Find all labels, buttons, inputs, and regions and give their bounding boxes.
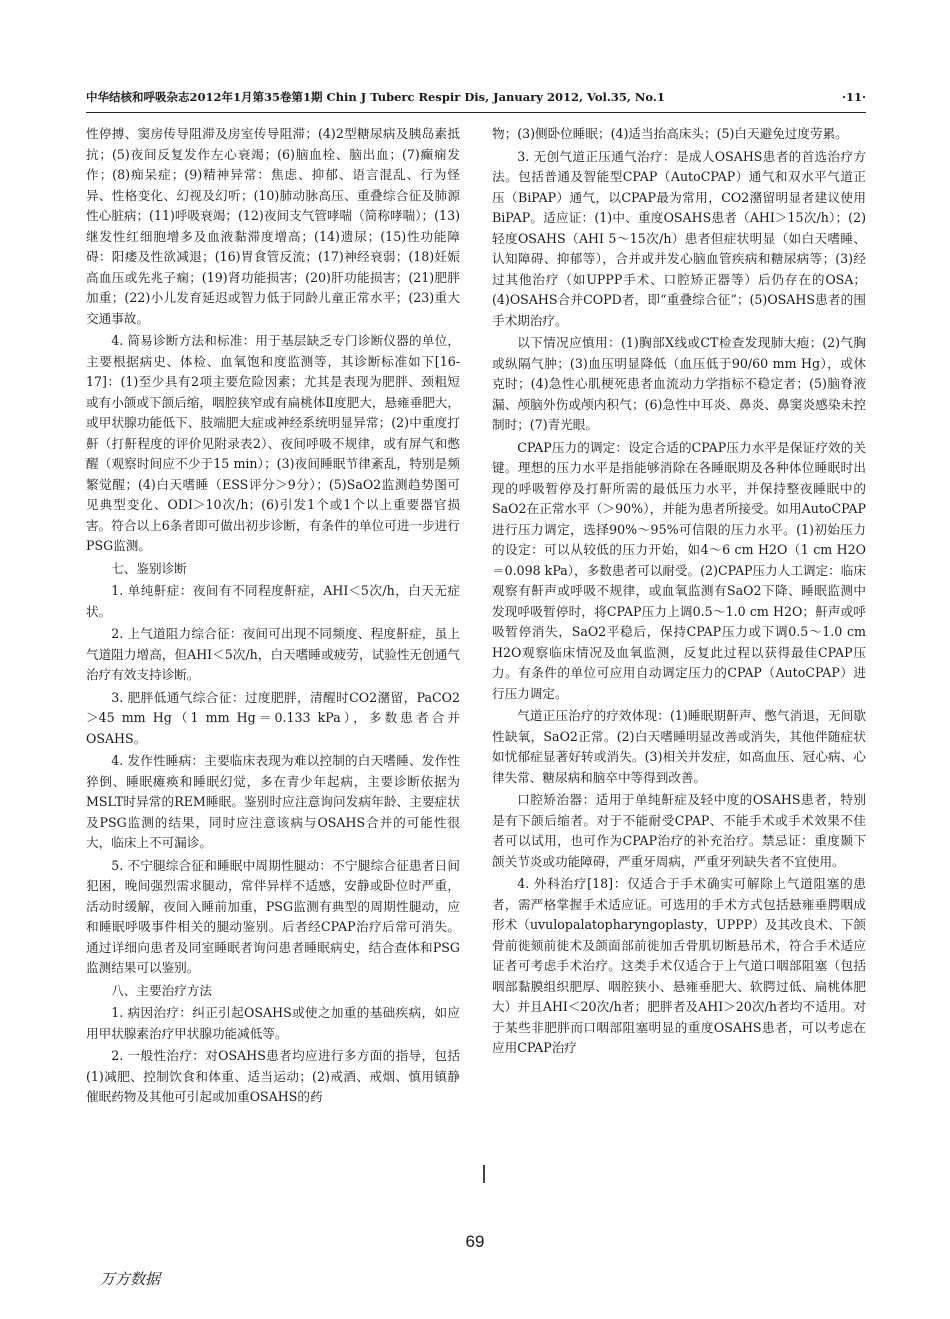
- paragraph: 性停搏、窦房传导阻滞及房室传导阻滞；(4)2型糖尿病及胰岛素抵抗；(5)夜间反复发作左心衰竭；(6)脑血栓、脑出血；(7)癫痫发作；(8)痴呆症；(9)精神异常：焦虑、抑郁、语言混乱、行为怪异、性格变化、幻视及幻听；(10)肺动脉高压、重叠综合征及肺源性心脏病；(11)呼吸衰竭；(12)夜间支气管哮喘（简称哮喘）；(13)继发性红细胞增多及血液黏滞度增高；(14)遗尿；(15)性功能障碍：阳痿及性欲减退；(16)胃食管反流；(17)神经衰弱；(18)妊娠高血压或先兆子痫；(19)肾功能损害；(20)肝功能损害；(21)肥胖加重；(22)小儿发育延迟或智力低于同龄儿童正常水平；(23)重大交通事故。: [86, 126, 460, 326]
- paragraph: 4. 外科治疗[18]：仅适合于手术确实可解除上气道阻塞的患者，需严格掌握手术适应证。可选用的手术方式包括悬雍垂腭咽成形术（uvulopalatopharyngoplasty，UPPP）及其改良术、下颌骨前徙颏前徙术及颌面部前徙加舌骨肌切断悬吊术，符合手术适应证者可考虑手术治疗。这类手术仅适合于上气道口咽部阻塞（包括咽部黏膜组织肥厚、咽腔狭小、悬雍垂肥大、软腭过低、扁桃体肥大）并且AHI＜20次/h者；肥胖者及AHI＞20次/h者均不适用。对于某些非肥胖而口咽部阻塞明显的重度OSAHS患者，可以考虑在应用CPAP治疗: [492, 876, 866, 1055]
- journal-page-number: ·11·: [841, 90, 866, 104]
- right-column: [492, 124, 866, 1061]
- source-watermark: 万方数据: [100, 1270, 161, 1288]
- left-column: [86, 124, 460, 1110]
- paragraph: 3. 无创气道正压通气治疗：是成人OSAHS患者的首选治疗方法。包括普通及智能型CPAP（AutoCPAP）通气和双水平气道正压（BiPAP）通气，以CPAP最为常用，CO2潴留明显者建议使用BiPAP。适应证：(1)中、重度OSAHS患者（AHI＞15次/h）；(2)轻度OSAHS（AHI 5～15次/h）患者但症状明显（如白天嗜睡、认知障碍、抑郁等），合并或并发心脑血管疾病和糖尿病等；(3)经过其他治疗（如UPPP手术、口腔矫正器等）后仍存在的OSA；(4)OSAHS合并COPD者，即“重叠综合征”；(5)OSAHS患者的围手术期治疗。: [492, 148, 866, 328]
- margin-mark: [483, 1165, 485, 1183]
- running-header: [86, 86, 866, 108]
- paragraph: CPAP压力的调定：设定合适的CPAP压力水平是保证疗效的关键。理想的压力水平是指能够消除在各睡眠期及各种体位睡眠时出现的呼吸暂停及打鼾所需的最低压力水平，并保持整夜睡眠中的SaO2在正常水平（＞90%），并能为患者所接受。如用AutoCPAP进行压力调定，选择90%～95%可信限的压力水平。(1)初始压力的设定：可以从较低的压力开始，如4～6 cm H2O（1 cm H2O＝0.098 kPa），多数患者可以耐受。(2)CPAP压力人工调定：临床观察有鼾声或呼吸不规律，或血氧监测有SaO2下降、睡眠监测中发现呼吸暂停时，将CPAP压力上调0.5～1.0 cm H2O；鼾声或呼吸暂停消失，SaO2平稳后，保持CPAP压力或下调0.5～1.0 cm H2O观察临床情况及血氧监测，反复此过程以获得最佳CPAP压力。有条件的单位可应用自动调定压力的CPAP（AutoCPAP）进行压力调定。: [492, 439, 866, 701]
- paragraph: 以下情况应慎用：(1)胸部X线或CT检查发现肺大疱；(2)气胸或纵隔气肿；(3)血压明显降低（血压低于90/60 mm Hg），或休克时；(4)急性心肌梗死患者血流动力学指标不稳定者；(5)脑脊液漏、颅脑外伤或颅内积气；(6)急性中耳炎、鼻炎、鼻窦炎感染未控制时；(7)青光眼。: [492, 335, 866, 432]
- paragraph: 5. 不宁腿综合征和睡眠中周期性腿动：不宁腿综合征患者日间犯困，晚间强烈需求腿动，常伴异样不适感，安静或卧位时严重，活动时缓解，夜间入睡前加重，PSG监测有典型的周期性腿动，应和睡眠呼吸事件相关的腿动鉴别。后者经CPAP治疗后常可消失。通过详细向患者及同室睡眠者询问患者睡眠病史，结合查体和PSG监测结果可以鉴别。: [86, 857, 460, 975]
- paragraph: 4. 发作性睡病：主要临床表现为难以控制的白天嗜睡、发作性猝倒、睡眠瘫痪和睡眠幻觉，多在青少年起病，主要诊断依据为MSLT时异常的REM睡眠。鉴别时应注意询问发病年龄、主要症状及PSG监测的结果，同时应注意该病与OSAHS合并的可能性很大，临床上不可漏诊。: [86, 753, 460, 850]
- paragraph: 4. 简易诊断方法和标准：用于基层缺乏专门诊断仪器的单位，主要根据病史、体检、血氧饱和度监测等，其诊断标准如下[16-17]：(1)至少具有2项主要危险因素；尤其是表现为肥胖、颈粗短或有小颌或下颌后缩，咽腔狭窄或有扁桃体Ⅱ度肥大，悬雍垂肥大，或甲状腺功能低下、肢端肥大症或神经系统明显异常；(2)中重度打鼾（打鼾程度的评价见附录表2）、夜间呼吸不规律，或有屏气和憋醒（观察时间应不少于15 min）；(3)夜间睡眠节律紊乱，特别是频繁觉醒；(4)白天嗜睡（ESS评分＞9分）；(5)SaO2监测趋势图可见典型变化、ODI＞10次/h；(6)引发1个或1个以上重要器官损害。符合以上6条者即可做出初步诊断，有条件的单位可进一步进行PSG监测。: [86, 333, 460, 553]
- paragraph: 1. 病因治疗：纠正引起OSAHS或使之加重的基础疾病，如应用甲状腺素治疗甲状腺功能减低等。: [86, 1005, 460, 1041]
- paragraph: 气道正压治疗的疗效体现：(1)睡眠期鼾声、憋气消退，无间歇性缺氧，SaO2正常。(2)白天嗜睡明显改善或消失，其他伴随症状如忧郁症显著好转或消失。(3)相关并发症，如高血压、冠心病、心律失常、糖尿病和脑卒中等得到改善。: [492, 708, 866, 785]
- footer-page-number: 69: [465, 1232, 485, 1251]
- paragraph: 物；(3)侧卧位睡眠；(4)适当抬高床头；(5)白天避免过度劳累。: [492, 126, 848, 141]
- header-rule: [86, 112, 866, 113]
- paragraph: 口腔矫治器：适用于单纯鼾症及轻中度的OSAHS患者，特别是有下颌后缩者。对于不能耐受CPAP、不能手术或手术效果不佳者可以试用，也可作为CPAP治疗的补充治疗。禁忌证：重度颞下颌关节炎或功能障碍，严重牙周病，严重牙列缺失者不宜使用。: [492, 792, 866, 869]
- paragraph: 1. 单纯鼾症：夜间有不同程度鼾症，AHI＜5次/h，白天无症状。: [86, 583, 460, 619]
- section-heading: 八、主要治疗方法: [111, 982, 212, 998]
- paragraph: 2. 上气道阻力综合征：夜间可出现不同频度、程度鼾症，虽上气道阻力增高，但AHI＜5次/h，白天嗜睡或疲劳，试验性无创通气治疗有效支持诊断。: [86, 626, 460, 682]
- section-heading: 七、鉴别诊断: [111, 560, 187, 576]
- journal-citation: 中华结核和呼吸杂志2012年1月第35卷第1期 Chin J Tuberc Respir Dis, January 2012, Vol.35, No.1: [86, 90, 665, 104]
- paragraph: 2. 一般性治疗：对OSAHS患者均应进行多方面的指导，包括(1)减肥、控制饮食和体重、适当运动；(2)戒酒、戒烟、慎用镇静催眠药物及其他可引起或加重OSAHS的药: [86, 1048, 460, 1104]
- paragraph: 3. 肥胖低通气综合征：过度肥胖，清醒时CO2潴留，PaCO2＞45 mm Hg（1 mm Hg＝0.133 kPa），多数患者合并OSAHS。: [86, 689, 460, 746]
